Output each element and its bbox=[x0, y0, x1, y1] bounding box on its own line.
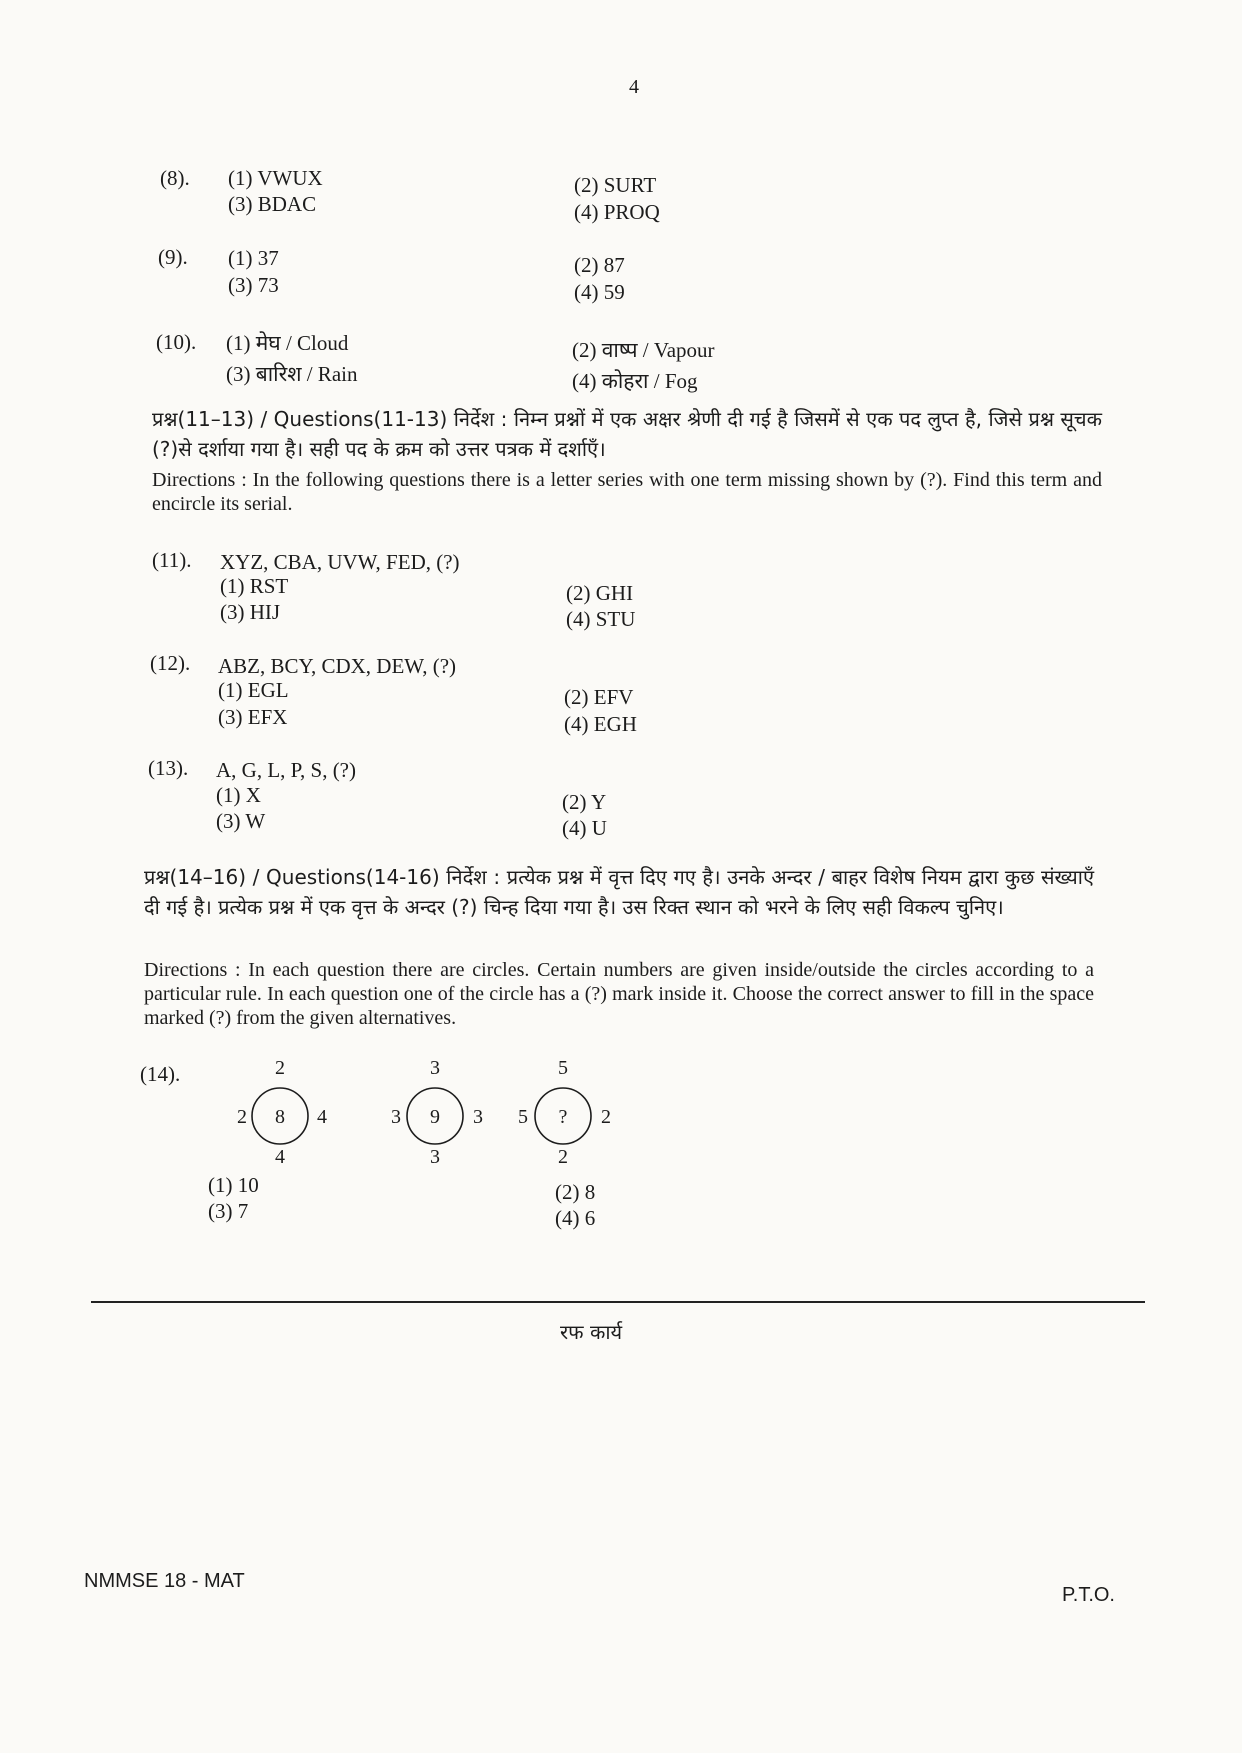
option-3[interactable]: (3) BDAC bbox=[228, 192, 317, 216]
circle-top-number: 2 bbox=[275, 1057, 285, 1079]
question-number: (14). bbox=[140, 1062, 181, 1086]
option-3[interactable]: (3) W bbox=[216, 809, 266, 833]
rough-work-label: रफ कार्य bbox=[560, 1320, 623, 1344]
circle-top-number: 5 bbox=[558, 1057, 568, 1079]
circle-top-number: 3 bbox=[430, 1057, 440, 1079]
directions-english: Directions : In the following questions there is a letter series with one term missing shown by (?). Find this term and encircle its serial. bbox=[152, 469, 1102, 515]
option-1[interactable]: (1) RST bbox=[220, 574, 289, 598]
option-3[interactable]: (3) 73 bbox=[228, 273, 279, 297]
circle-bottom-number: 3 bbox=[430, 1146, 440, 1168]
circle-bottom-number: 4 bbox=[275, 1146, 285, 1168]
directions-hindi: प्रश्न(11–13) / Questions(11-13) निर्देश : निम्न प्रश्नों में एक अक्षर श्रेणी दी गई है जिसमें से एक पद लुप्त है, जिसे प्रश्न सूचक (?)से दर्शाया गया है। सही पद के क्रम को उत्तर पत्रक में दर्शाएँ। bbox=[152, 407, 1102, 461]
option-2[interactable]: (2) EFV bbox=[564, 685, 634, 709]
option-2[interactable]: (2) Y bbox=[562, 790, 607, 814]
option-1[interactable]: (1) मेघ / Cloud bbox=[226, 331, 349, 355]
question-stem: A, G, L, P, S, (?) bbox=[216, 758, 356, 782]
option-3[interactable]: (3) HIJ bbox=[220, 600, 281, 624]
question-number: (10). bbox=[156, 330, 197, 354]
pto-label: P.T.O. bbox=[1062, 1584, 1115, 1606]
circle-center-number: ? bbox=[558, 1106, 568, 1128]
circle-center-number: 8 bbox=[275, 1106, 285, 1128]
circle-bottom-number: 2 bbox=[558, 1146, 568, 1168]
option-2[interactable]: (2) GHI bbox=[566, 581, 634, 605]
circle-2 bbox=[391, 1057, 483, 1168]
circle-left-number: 2 bbox=[237, 1106, 247, 1128]
option-2[interactable]: (2) वाष्प / Vapour bbox=[572, 338, 715, 362]
question-number: (8). bbox=[160, 166, 190, 190]
circle-1 bbox=[237, 1057, 327, 1168]
option-4[interactable]: (4) कोहरा / Fog bbox=[572, 369, 698, 393]
separator-line bbox=[91, 1301, 1145, 1303]
circle-3 bbox=[518, 1057, 611, 1168]
circle-center-number: 9 bbox=[430, 1106, 440, 1128]
question-number: (13). bbox=[148, 756, 189, 780]
circle-left-number: 5 bbox=[518, 1106, 528, 1128]
paper-code: NMMSE 18 - MAT bbox=[84, 1570, 245, 1592]
option-3[interactable]: (3) 7 bbox=[208, 1199, 249, 1223]
page-number: 4 bbox=[629, 76, 639, 98]
directions-english: Directions : In each question there are circles. Certain numbers are given inside/outside the circles according to a particular rule. In each question one of the circle has a (?) mark inside it. Choose the correct answer to fill in the space marked (?) from the given alternatives. bbox=[144, 959, 1094, 1029]
option-4[interactable]: (4) STU bbox=[566, 607, 636, 631]
option-1[interactable]: (1) EGL bbox=[218, 678, 289, 702]
question-stem: XYZ, CBA, UVW, FED, (?) bbox=[220, 550, 460, 574]
option-4[interactable]: (4) 6 bbox=[555, 1206, 596, 1230]
circle-right-number: 2 bbox=[601, 1106, 611, 1128]
option-1[interactable]: (1) VWUX bbox=[228, 166, 323, 190]
option-1[interactable]: (1) X bbox=[216, 783, 261, 807]
option-4[interactable]: (4) PROQ bbox=[574, 200, 660, 224]
directions-hindi: प्रश्न(14–16) / Questions(14-16) निर्देश : प्रत्येक प्रश्न में वृत्त दिए गए है। उनके अन्दर / बाहर विशेष नियम द्वारा कुछ संख्याएँ दी गई है। प्रत्येक प्रश्न में एक वृत्त के अन्दर (?) चिन्ह दिया गया है। उस रिक्त स्थान को भरने के लिए सही विकल्प चुनिए। bbox=[144, 865, 1094, 919]
option-4[interactable]: (4) 59 bbox=[574, 280, 625, 304]
circle-right-number: 3 bbox=[473, 1106, 483, 1128]
circle-left-number: 3 bbox=[391, 1106, 401, 1128]
option-4[interactable]: (4) EGH bbox=[564, 712, 637, 736]
option-4[interactable]: (4) U bbox=[562, 816, 607, 840]
question-number: (9). bbox=[158, 245, 188, 269]
option-2[interactable]: (2) SURT bbox=[574, 173, 657, 197]
question-number: (12). bbox=[150, 651, 191, 675]
question-stem: ABZ, BCY, CDX, DEW, (?) bbox=[218, 654, 457, 678]
option-2[interactable]: (2) 87 bbox=[574, 253, 625, 277]
option-3[interactable]: (3) EFX bbox=[218, 705, 288, 729]
circle-figure bbox=[220, 1055, 640, 1175]
circle-right-number: 4 bbox=[317, 1106, 327, 1128]
option-2[interactable]: (2) 8 bbox=[555, 1180, 596, 1204]
option-3[interactable]: (3) बारिश / Rain bbox=[226, 362, 358, 386]
question-number: (11). bbox=[152, 548, 192, 572]
option-1[interactable]: (1) 37 bbox=[228, 246, 279, 270]
option-1[interactable]: (1) 10 bbox=[208, 1173, 259, 1197]
